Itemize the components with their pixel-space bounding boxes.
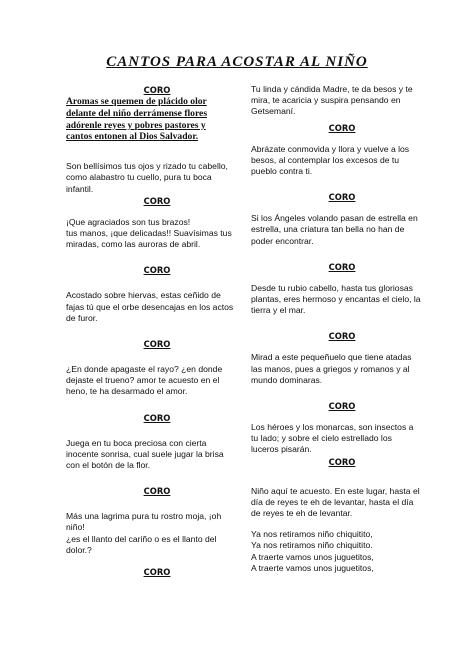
coro-heading: CORO [143, 412, 171, 423]
text-line: plantas, eres hermoso y encantas el cielo, la [251, 294, 421, 305]
chorus-text [66, 96, 248, 143]
text-line: Abrázate conmovida y llora y vuelve a los [251, 143, 410, 154]
text-line: tierra y el mar. [251, 305, 306, 316]
verse [66, 217, 248, 251]
coro-heading: CORO [143, 567, 171, 578]
coro-heading: CORO [143, 339, 171, 350]
verse [251, 144, 433, 178]
text-line: tus manos, ¡que delicadas!! Suavísimas tus [66, 228, 232, 238]
text-line: ¿En donde apagaste el rayo? ¿en donde [66, 364, 223, 375]
text-line: miradas, como las auroras de abril. [66, 239, 201, 250]
text-line: Desde tu rubio cabello, hasta tus gloriosas [251, 282, 413, 293]
text-line: mira, te acaricia y suspira pensando en [251, 95, 401, 106]
text-line: como alabastro tu cuello, pura tu boca [66, 172, 212, 183]
text-line: delante del niño derrámense flores [66, 107, 208, 119]
text-line: ¿es el llanto del cariño o es el llanto del [66, 533, 217, 544]
text-line: pueblo contra ti. [251, 166, 313, 177]
text-line: mundo dominaras. [251, 374, 323, 385]
text-line: con el botón de la flor. [66, 460, 151, 471]
coro-heading: CORO [143, 265, 171, 276]
text-line: día de reyes te eh de levantar, hasta el día [251, 496, 414, 507]
text-line: inocente sonrisa, cual suele jugar la brisa [66, 448, 224, 459]
verse [251, 213, 433, 247]
verse [66, 364, 248, 398]
text-line: de furor. [66, 312, 98, 323]
document-title: CANTOS PARA ACOSTAR AL NIÑO [106, 54, 368, 70]
text-line: infantil. [66, 183, 94, 194]
coro-heading: CORO [328, 331, 356, 342]
text-line: Ya nos retiramos niño chiquitito, [251, 529, 373, 540]
text-line: dolor.? [66, 544, 92, 555]
verse [251, 84, 433, 118]
text-line: Acostado sobre hiervas, estas ceñido de [66, 290, 221, 301]
text-line: Tu linda y cándida Madre, te da besos y te [251, 84, 413, 94]
verse [251, 529, 433, 574]
text-line: besos, al contemplar los excesos de tu [251, 154, 400, 165]
text-line: luceros pisarán. [251, 444, 312, 455]
text-line: estrella, una criatura tan bella no han de [251, 224, 405, 235]
text-line: niño! [66, 522, 85, 533]
coro-heading: CORO [143, 486, 171, 497]
text-line: Son bellísimos tus ojos y rizado tu cabello, [66, 161, 228, 172]
verse [66, 161, 248, 195]
text-line: tu lado; y sobre el cielo estrellado los [251, 433, 392, 444]
text-line: Niño aquí te acuesto. En este lugar, hasta el [251, 485, 420, 496]
text-line: cantos entonen al Dios Salvador. [66, 131, 199, 143]
text-line: adórenle reyes y pobres pastores y [66, 119, 206, 131]
verse [251, 283, 433, 317]
text-line: Juega en tu boca preciosa con cierta [66, 437, 207, 448]
verse [66, 438, 248, 472]
text-line: Mirad a este pequeñuelo que tiene atadas [251, 352, 412, 363]
coro-heading: CORO [328, 456, 356, 467]
text-line: las manos, pues a griegos y romanos y al [251, 363, 410, 374]
text-line: dejaste el trueno? amor te acuesto en el [66, 375, 220, 386]
text-line: A traerte vamos unos juguetitos, [251, 562, 374, 573]
coro-heading: CORO [143, 195, 171, 206]
text-line: de reyes te eh de levantar. [251, 508, 353, 519]
left-column [66, 84, 248, 578]
text-line: heno, te ha desarmado el amor. [66, 386, 188, 397]
text-line: poder encontrar. [251, 235, 314, 246]
coro-heading: CORO [328, 261, 356, 272]
verse [251, 486, 433, 520]
right-column [251, 84, 433, 574]
text-line: Si los Ángeles volando pasan de estrella en [251, 213, 418, 224]
text-line: A traerte vamos unos juguetitos, [251, 551, 374, 562]
text-line: Los héroes y los monarcas, son insectos a [251, 422, 414, 433]
coro-heading: CORO [328, 122, 356, 133]
text-line: Getsemaní. [251, 106, 296, 117]
text-line: Aromas se quemen de plácido olor [66, 96, 207, 107]
coro-heading: CORO [328, 401, 356, 412]
text-line: fajas tú que el orbe desencajas en los actos [66, 301, 234, 312]
verse [66, 290, 248, 324]
text-line: Ya nos retiramos niño chiquitito. [251, 540, 373, 551]
verse [251, 422, 433, 456]
coro-heading: CORO [143, 85, 171, 95]
text-line: Más una lagrima pura tu rostro moja, ¡oh [66, 511, 222, 522]
text-line: ¡Que agraciados son tus brazos! [66, 216, 191, 227]
coro-heading: CORO [328, 192, 356, 203]
verse [66, 511, 248, 556]
verse [251, 352, 433, 386]
